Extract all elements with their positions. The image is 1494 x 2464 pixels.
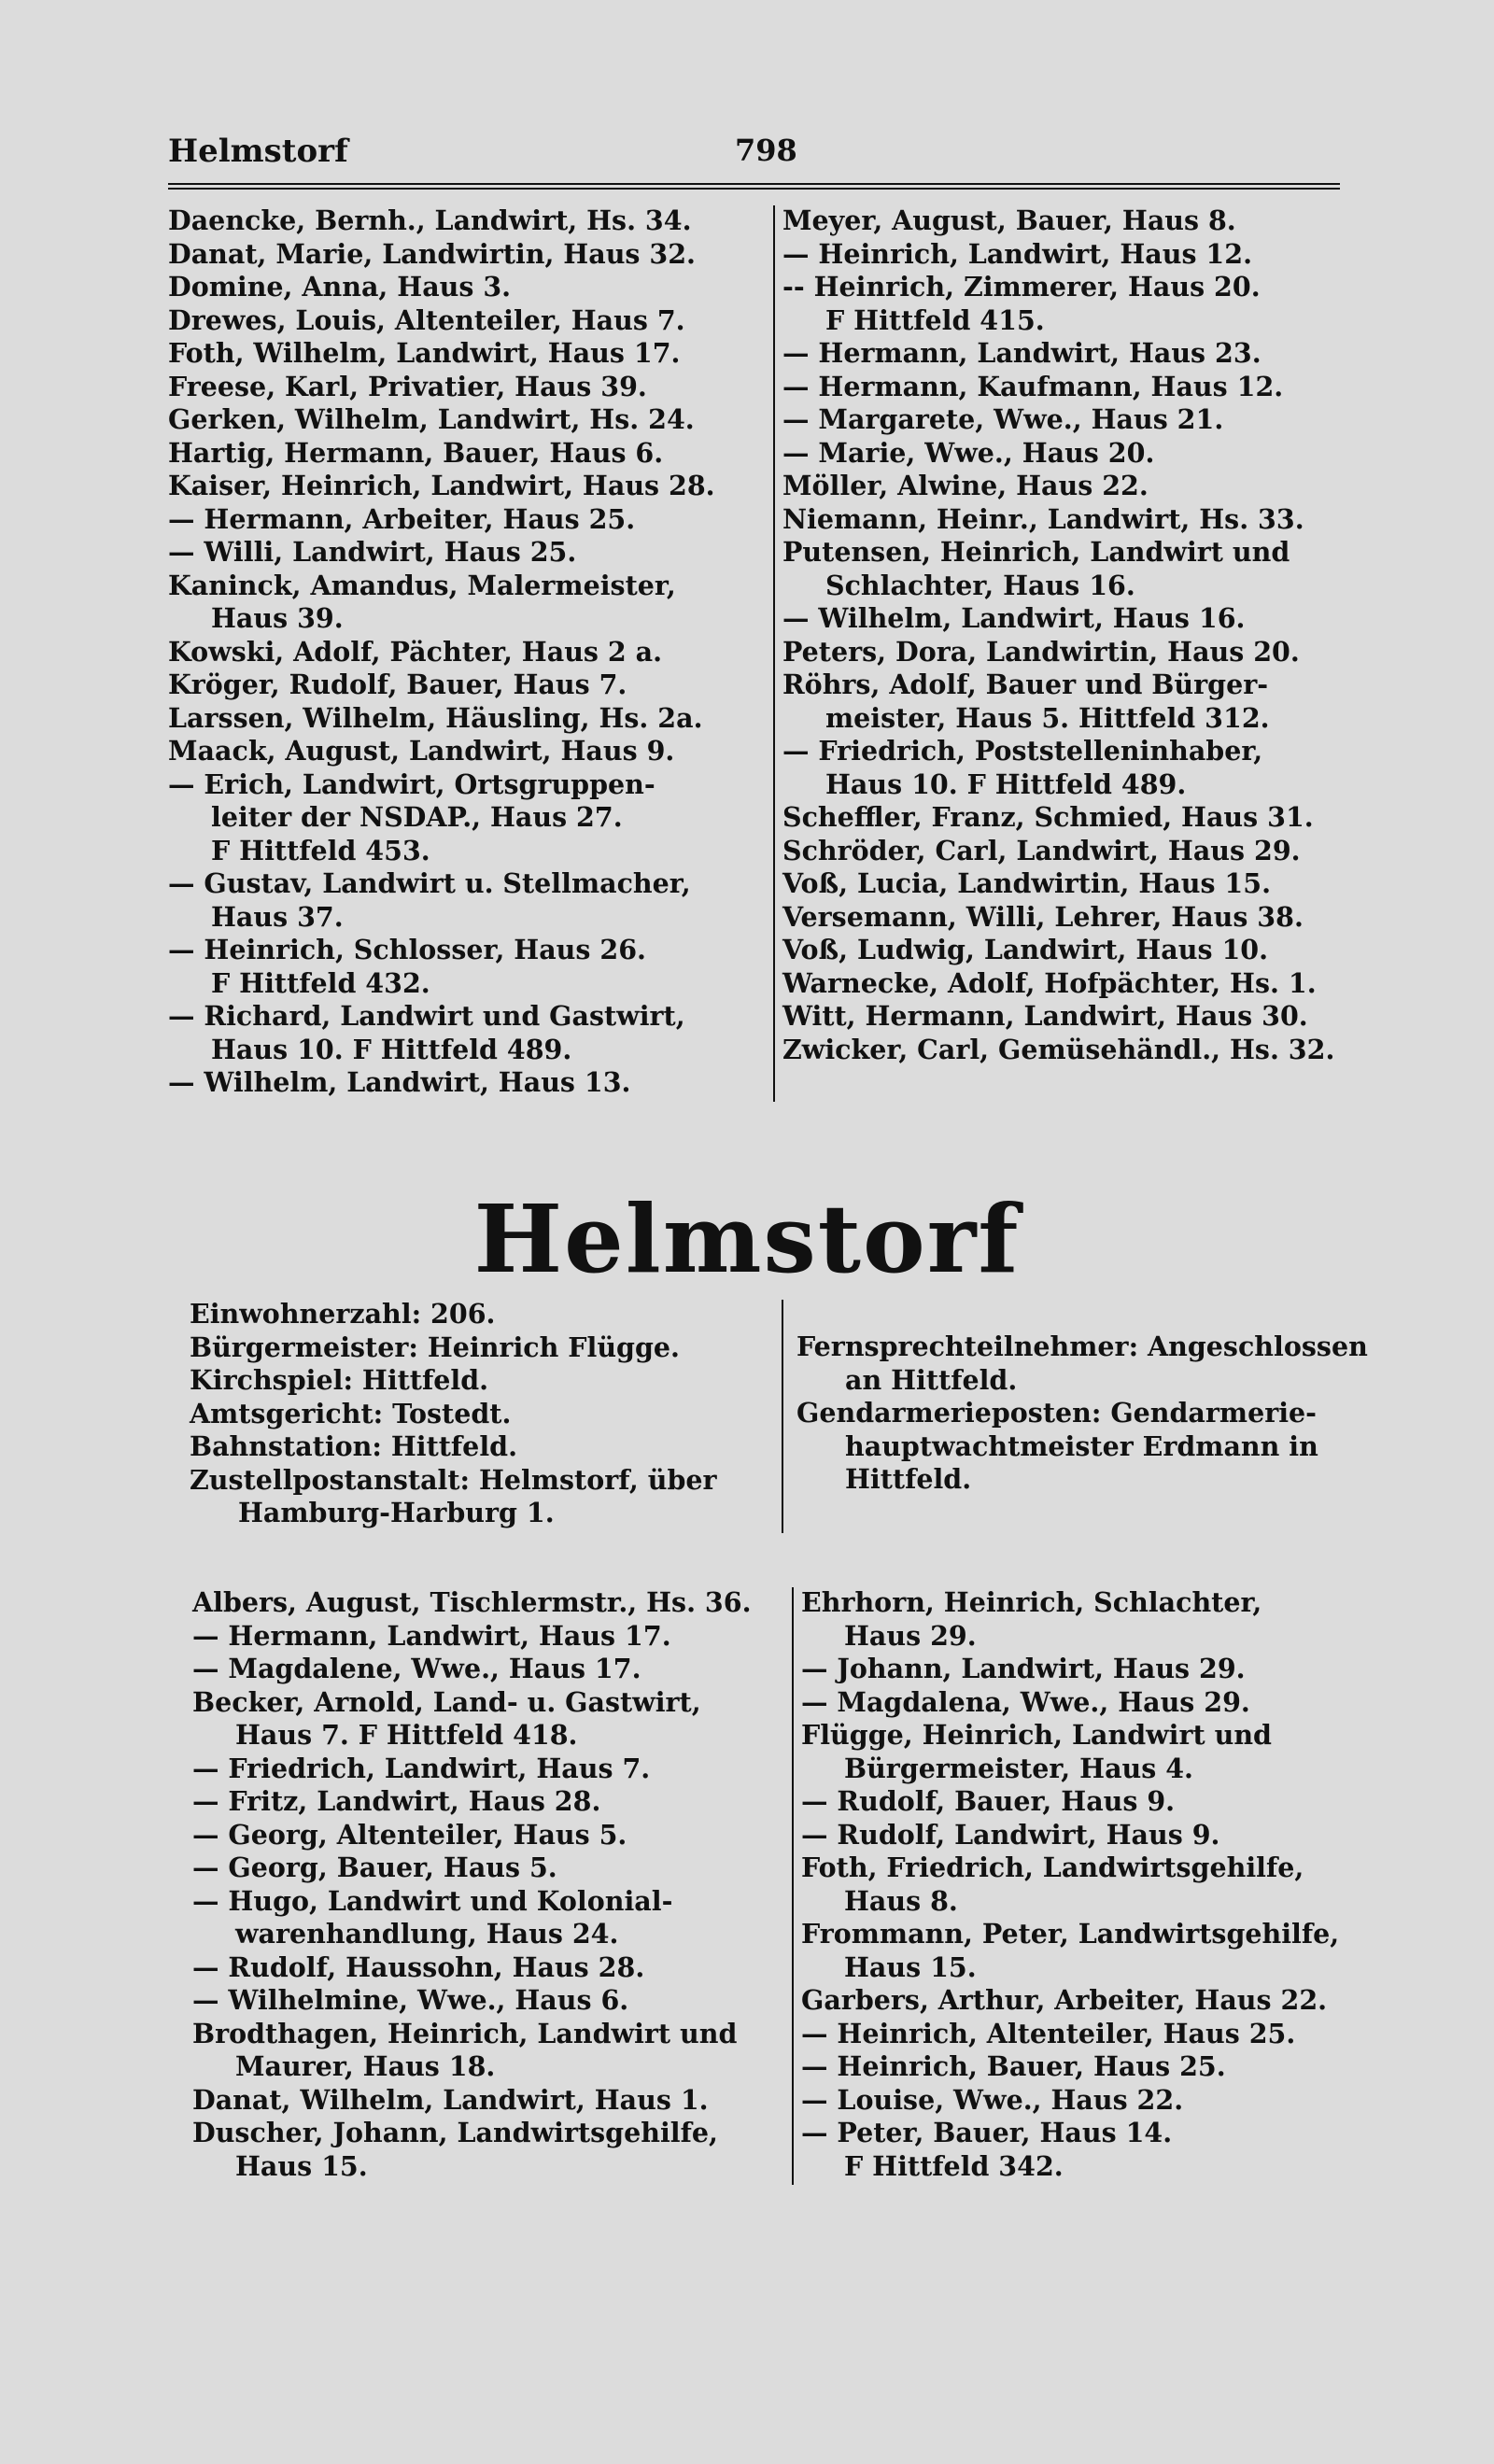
directory-entry-line: Haus 10. F Hittfeld 489. xyxy=(211,1033,572,1065)
directory-entry-line: — Hermann, Landwirt, Haus 23. xyxy=(782,337,1261,369)
directory-entry-line: Kowski, Adolf, Pächter, Haus 2 a. xyxy=(168,635,663,668)
directory-entry-line: Warnecke, Adolf, Hofpächter, Hs. 1. xyxy=(782,966,1317,999)
directory-entry-line: Brodthagen, Heinrich, Landwirt und xyxy=(192,2017,738,2049)
info-key: Einwohnerzahl: xyxy=(190,1298,422,1330)
directory-entry-line: Haus 39. xyxy=(211,602,344,634)
info-right-column xyxy=(796,1331,1368,1497)
info-line xyxy=(190,1497,717,1530)
directory-entry-line: Voß, Ludwig, Landwirt, Haus 10. xyxy=(782,934,1269,965)
directory-entry-line: — Rudolf, Haussohn, Haus 28. xyxy=(192,1950,645,1983)
info-value: Heinrich Flügge. xyxy=(417,1331,680,1363)
directory-entry-line: meister, Haus 5. Hittfeld 312. xyxy=(825,701,1270,734)
directory-entry-line: Danat, Marie, Landwirtin, Haus 32. xyxy=(168,237,696,270)
info-left-column xyxy=(190,1298,717,1530)
directory-entry-line: Drewes, Louis, Altenteiler, Haus 7. xyxy=(168,303,685,336)
directory-entry-line: Möller, Alwine, Haus 22. xyxy=(782,470,1149,501)
directory-entry-line: F Hittfeld 432. xyxy=(211,966,430,999)
directory-entry-line: — Heinrich, Bauer, Haus 25. xyxy=(801,2050,1226,2082)
directory-entry-line: Garbers, Arthur, Arbeiter, Haus 22. xyxy=(801,1984,1328,2016)
directory-entry-line: Hartig, Hermann, Bauer, Haus 6. xyxy=(168,436,664,469)
directory-entry-line: — Gustav, Landwirt u. Stellmacher, xyxy=(168,867,691,899)
directory-entry-line: Albers, August, Tischlermstr., Hs. 36. xyxy=(192,1586,752,1618)
info-line xyxy=(190,1464,717,1498)
directory-entry-line: Ehrhorn, Heinrich, Schlachter, xyxy=(801,1586,1262,1618)
info-value: Tostedt. xyxy=(383,1397,512,1429)
directory-entry-line: Foth, Friedrich, Landwirtsgehilfe, xyxy=(801,1852,1304,1883)
directory-entry-line: — Magdalene, Wwe., Haus 17. xyxy=(192,1653,641,1684)
info-line xyxy=(796,1463,1368,1497)
directory-entry-line: — Heinrich, Schlosser, Haus 26. xyxy=(168,934,646,965)
directory-entry-line: — Georg, Bauer, Haus 5. xyxy=(192,1852,557,1883)
directory-entry-line: — Friedrich, Poststelleninhaber, xyxy=(782,735,1263,767)
info-value: Angeschlossen xyxy=(1138,1331,1368,1362)
column-divider-bottom xyxy=(792,1587,794,2185)
header-rule xyxy=(168,183,1340,185)
directory-entry-line: Kaiser, Heinrich, Landwirt, Haus 28. xyxy=(168,470,715,501)
info-key: Amtsgericht: xyxy=(190,1397,384,1429)
directory-entry-line: — Hermann, Arbeiter, Haus 25. xyxy=(168,502,636,535)
directory-entry-line: — Georg, Altenteiler, Haus 5. xyxy=(192,1818,627,1851)
info-value: Hittfeld. xyxy=(845,1463,972,1495)
bottom-left-column xyxy=(192,1586,752,2183)
directory-entry-line: — Johann, Landwirt, Haus 29. xyxy=(801,1653,1246,1684)
directory-entry-line: — Magdalena, Wwe., Haus 29. xyxy=(801,1685,1250,1718)
directory-entry-line: — Wilhelm, Landwirt, Haus 16. xyxy=(782,602,1246,634)
directory-entry-line: Versemann, Willi, Lehrer, Haus 38. xyxy=(782,900,1304,933)
directory-entry-line: F Hittfeld 342. xyxy=(844,2149,1064,2182)
directory-entry-line: — Hugo, Landwirt und Kolonial- xyxy=(192,1884,673,1917)
running-head: Helmstorf xyxy=(168,133,348,170)
column-divider-top xyxy=(773,205,775,1102)
directory-entry-line: Haus 37. xyxy=(211,900,344,933)
directory-entry-line: Haus 15. xyxy=(844,1950,977,1983)
directory-entry-line: Haus 8. xyxy=(844,1884,958,1917)
directory-entry-line: leiter der NSDAP., Haus 27. xyxy=(211,801,623,833)
info-value: Hittfeld. xyxy=(381,1430,517,1462)
directory-entry-line: Zwicker, Carl, Gemüsehändl., Hs. 32. xyxy=(782,1033,1335,1065)
info-key: Zustellpostanstalt: xyxy=(190,1463,471,1496)
directory-entry-line: Haus 7. F Hittfeld 418. xyxy=(235,1719,578,1751)
directory-entry-line: Kaninck, Amandus, Malermeister, xyxy=(168,569,676,601)
info-line xyxy=(796,1364,1368,1398)
directory-entry-line: F Hittfeld 453. xyxy=(211,834,430,866)
directory-entry-line: Bürgermeister, Haus 4. xyxy=(844,1752,1193,1784)
directory-entry-line: Meyer, August, Bauer, Haus 8. xyxy=(782,204,1236,236)
directory-entry-line: Frommann, Peter, Landwirtsgehilfe, xyxy=(801,1918,1340,1950)
directory-entry-line: — Wilhelmine, Wwe., Haus 6. xyxy=(192,1984,629,2016)
info-key: Kirchspiel: xyxy=(190,1364,353,1396)
info-line xyxy=(190,1298,717,1331)
info-line xyxy=(190,1430,717,1464)
info-key: Fernsprechteilnehmer: xyxy=(796,1331,1139,1362)
info-value: an Hittfeld. xyxy=(845,1363,1018,1396)
top-left-column xyxy=(168,204,715,1100)
info-line xyxy=(796,1397,1368,1430)
directory-entry-line: Danat, Wilhelm, Landwirt, Haus 1. xyxy=(192,2083,709,2116)
directory-entry-line: — Friedrich, Landwirt, Haus 7. xyxy=(192,1752,651,1784)
info-line xyxy=(796,1430,1368,1464)
directory-entry-line: — Margarete, Wwe., Haus 21. xyxy=(782,403,1224,435)
section-title: Helmstorf xyxy=(473,1184,1021,1294)
directory-entry-line: Gerken, Wilhelm, Landwirt, Hs. 24. xyxy=(168,403,695,435)
directory-entry-line: Flügge, Heinrich, Landwirt und xyxy=(801,1719,1272,1751)
info-key: Bürgermeister: xyxy=(190,1331,418,1363)
info-value: Hamburg-Harburg 1. xyxy=(238,1497,555,1528)
directory-entry-line: Haus 29. xyxy=(844,1619,977,1652)
directory-entry-line: — Rudolf, Bauer, Haus 9. xyxy=(801,1785,1176,1817)
directory-entry-line: Maurer, Haus 18. xyxy=(235,2050,496,2082)
directory-entry-line: warenhandlung, Haus 24. xyxy=(235,1918,619,1950)
page-number: 798 xyxy=(735,133,797,168)
directory-entry-line: Schröder, Carl, Landwirt, Haus 29. xyxy=(782,834,1301,866)
directory-entry-line: Kröger, Rudolf, Bauer, Haus 7. xyxy=(168,669,627,700)
info-line xyxy=(190,1398,717,1431)
bottom-right-column xyxy=(801,1586,1339,2183)
directory-entry-line: Maack, August, Landwirt, Haus 9. xyxy=(168,735,675,767)
directory-entry-line: Peters, Dora, Landwirtin, Haus 20. xyxy=(782,635,1300,668)
directory-entry-line: Haus 10. F Hittfeld 489. xyxy=(825,767,1187,800)
info-key: Gendarmerieposten: xyxy=(796,1397,1102,1429)
directory-entry-line: — Fritz, Landwirt, Haus 28. xyxy=(192,1785,601,1817)
directory-entry-line: Witt, Hermann, Landwirt, Haus 30. xyxy=(782,1000,1308,1032)
directory-entry-line: Duscher, Johann, Landwirtsgehilfe, xyxy=(192,2117,718,2148)
directory-entry-line: Putensen, Heinrich, Landwirt und xyxy=(782,536,1290,568)
info-line xyxy=(190,1364,717,1398)
directory-entry-line: Daencke, Bernh., Landwirt, Hs. 34. xyxy=(168,204,692,236)
directory-entry-line: — Richard, Landwirt und Gastwirt, xyxy=(168,1000,685,1032)
directory-entry-line: Becker, Arnold, Land- u. Gastwirt, xyxy=(192,1685,701,1718)
info-value: hauptwachtmeister Erdmann in xyxy=(845,1429,1318,1462)
directory-entry-line: — Marie, Wwe., Haus 20. xyxy=(782,436,1155,469)
directory-entry-line: — Willi, Landwirt, Haus 25. xyxy=(168,536,577,568)
directory-entry-line: — Heinrich, Landwirt, Haus 12. xyxy=(782,237,1252,270)
header-rule-2 xyxy=(168,188,1340,190)
directory-entry-line: F Hittfeld 415. xyxy=(825,303,1045,336)
directory-entry-line: Scheffler, Franz, Schmied, Haus 31. xyxy=(782,801,1314,833)
directory-entry-line: Niemann, Heinr., Landwirt, Hs. 33. xyxy=(782,502,1304,535)
directory-entry-line: — Rudolf, Landwirt, Haus 9. xyxy=(801,1818,1220,1851)
directory-entry-line: — Hermann, Landwirt, Haus 17. xyxy=(192,1619,671,1652)
directory-entry-line: Freese, Karl, Privatier, Haus 39. xyxy=(168,370,647,402)
info-value: Gendarmerie- xyxy=(1101,1397,1318,1429)
directory-entry-line: Haus 15. xyxy=(235,2149,368,2182)
info-value: 206. xyxy=(421,1298,496,1330)
info-line xyxy=(190,1331,717,1365)
directory-entry-line: Voß, Lucia, Landwirtin, Haus 15. xyxy=(782,867,1272,899)
directory-entry-line: Schlachter, Haus 16. xyxy=(825,569,1135,601)
info-value: Hittfeld. xyxy=(352,1364,489,1396)
info-value: Helmstorf, über xyxy=(470,1463,717,1496)
top-right-column xyxy=(782,204,1334,1066)
directory-entry-line: — Louise, Wwe., Haus 22. xyxy=(801,2083,1184,2116)
directory-entry-line: Larssen, Wilhelm, Häusling, Hs. 2a. xyxy=(168,701,703,734)
directory-entry-line: — Hermann, Kaufmann, Haus 12. xyxy=(782,370,1284,402)
info-line xyxy=(796,1331,1368,1364)
directory-entry-line: Foth, Wilhelm, Landwirt, Haus 17. xyxy=(168,337,681,369)
column-divider-info xyxy=(782,1300,783,1533)
directory-entry-line: -- Heinrich, Zimmerer, Haus 20. xyxy=(782,271,1261,303)
directory-entry-line: Domine, Anna, Haus 3. xyxy=(168,271,512,303)
info-key: Bahnstation: xyxy=(190,1430,382,1462)
directory-entry-line: — Peter, Bauer, Haus 14. xyxy=(801,2117,1173,2148)
directory-entry-line: Röhrs, Adolf, Bauer und Bürger- xyxy=(782,669,1269,700)
directory-entry-line: — Wilhelm, Landwirt, Haus 13. xyxy=(168,1066,631,1098)
directory-entry-line: — Erich, Landwirt, Ortsgruppen- xyxy=(168,767,655,800)
directory-entry-line: — Heinrich, Altenteiler, Haus 25. xyxy=(801,2017,1296,2049)
